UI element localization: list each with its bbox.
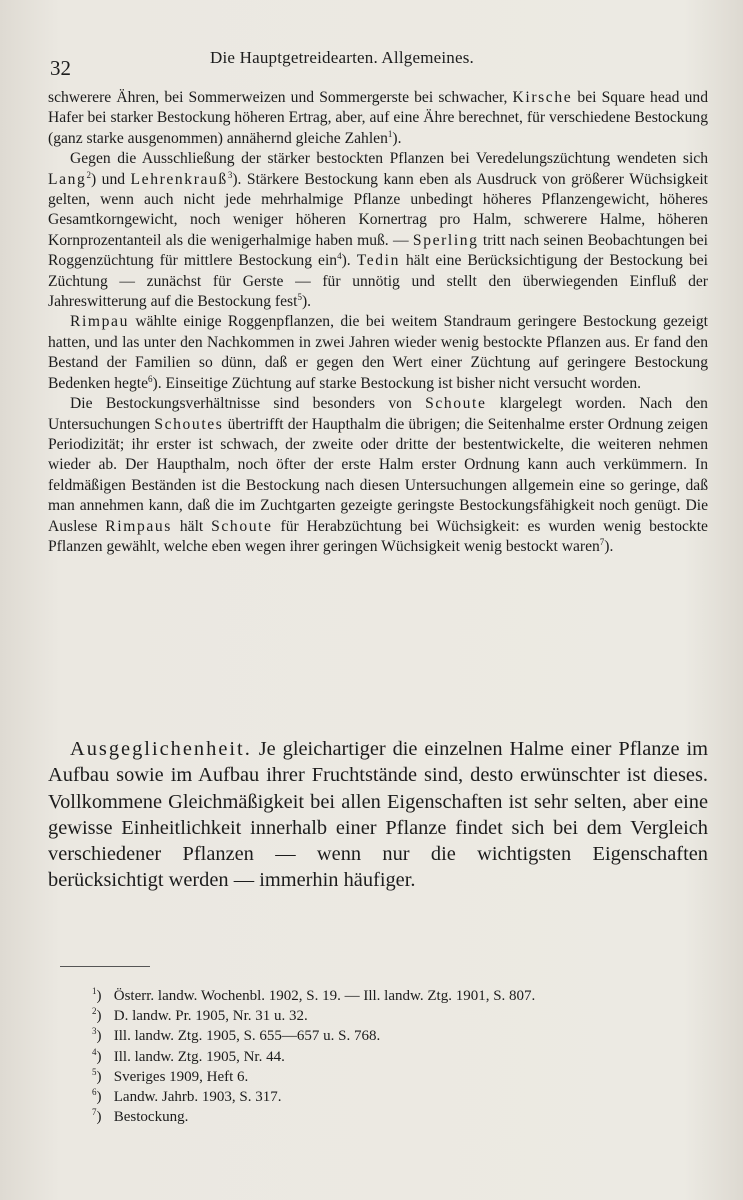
paragraph-2: Gegen die Ausschließung der stärker bestockten Pflanzen bei Veredelungszüchtung wendeten sich Lang$^2$) und Lehrenkrauß$^3$). Stärkere Bestockung kann eben als Ausdruck von größerer Wüchsigkeit gelten, wenn auch nicht jede mehrhalmige Pflanze unbedingt höheres Pflanzengewicht, höheres Gesamtkorngewicht, noch weniger höheren Kornertrag pro Halm, schwerere Halme, höheren Kornprozentanteil als die wenigerhalmige haben muß. — Sperling tritt nach seinen Beobachtungen bei Roggenzüchtung für mittlere Bestockung ein$^4$). Tedin hält eine Berücksichtigung der Bestockung bei Züchtung — zunächst für Gerste — für unnötig und stellt den überwiegenden Einfluß der Jahreswitterung auf die Bestockung fest$^5$).	[48, 150, 709, 311]
footnote: $^7$) Bestockung.	[92, 1107, 189, 1126]
footnote: $^5$) Sveriges 1909, Heft 6.	[92, 1066, 249, 1085]
footnote-ref: 1	[387, 128, 393, 139]
author-name: Schoutes	[154, 415, 224, 433]
running-title: Die Hauptgetreidearten. Allgemeines.	[210, 48, 474, 67]
author-name: Kirsche	[512, 89, 573, 106]
author-name: Rimpau	[70, 313, 129, 331]
footnote: $^6$) Landw. Jahrb. 1903, S. 317.	[92, 1087, 282, 1106]
footnote: $^2$) D. landw. Pr. 1905, Nr. 31 u. 32.	[92, 1006, 308, 1025]
paragraph-4: Die Bestockungsverhältnisse sind besonders von Schoute klargelegt worden. Nach den Untersuchungen Schoutes übertrifft der Haupthalm die übrigen; die Seitenhalme erster Ordnung zeigen Periodizität; ihr erster ist schwach, der zweite oder dritte der bestentwickelte, die weiteren nehmen wieder ab. Der Haupthalm, noch öfter der erste Halm erster Ordnung kann auch verkümmern. In feldmäßigen Beständen ist die Bestockung nach diesen Untersuchungen allgemein eine so geringe, daß man annehmen kann, daß die im Zuchtgarten gezeigte geringste Bestockungsfähigkeit noch genügt. Die Auslese Rimpaus hält Schoute für Herabzüchtung bei Wüchsigkeit: es wurden wenig bestockte Pflanzen gewählt, welche eben wegen ihrer geringen Wüchsigkeit wenig bestockt waren$^7$).	[48, 395, 708, 555]
footnote: $^4$) Ill. landw. Ztg. 1905, Nr. 44.	[92, 1046, 285, 1065]
footnote: $^1$) Österr. landw. Wochenbl. 1902, S. 19. — Ill. landw. Ztg. 1901, S. 807.	[92, 986, 536, 1004]
paragraph-5: Ausgeglichenheit. Je gleichartiger die einzelnen Halme einer Pflanze im Aufbau sowie im Aufbau ihrer Fruchtstände sind, desto erwünschter ist dieses. Vollkommene Gleichmäßigkeit bei allen Eigenschaften ist sehr selten, aber eine gewisse Einheitlichkeit innerhalb einer Pflanze findet sich bei dem Vergleich verschiedener Pflanzen — wenn nur die wichtigsten Eigenschaften berücksichtigt werden — immerhin häufiger.	[48, 738, 708, 892]
footnote-ref: 2	[86, 169, 91, 180]
footnote-ref: 6	[148, 373, 153, 384]
paragraph-3: Rimpau wählte einige Roggenpflanzen, die bei weitem Standraum geringere Bestockung gezeigt hatten, und las unter den Nachkommen in zwei Jahren wieder wenig bestockte Pflanzen aus. Er fand den Bestand der Familien so dünn, daß er gegen den Wert einer Züchtung auf geringere Bestockung Bedenken hegte$^6$). Einseitige Züchtung auf starke Bestockung ist bisher nicht versucht worden.	[48, 313, 708, 392]
main-text	[48, 88, 708, 557]
author-name: Schoute	[211, 517, 273, 535]
footnote-ref: 4	[337, 251, 342, 262]
paragraph-1: schwerere Ähren, bei Sommerweizen und Sommergerste bei schwacher, Kirsche bei Square head und Hafer bei starker Bestockung höheren Ertrag, aber, auf eine Ähre berechnet, für verschiedene Bestockung (ganz starke ausgenommen) annähernd gleiche Zahlen$^1$).	[48, 89, 708, 147]
author-name: Schoute	[425, 395, 487, 413]
author-name: Tedin	[356, 252, 400, 270]
author-name: Lang	[48, 170, 87, 188]
footnote-ref: 3	[227, 169, 233, 180]
section-heading: Ausgeglichenheit.	[70, 738, 252, 760]
section-text	[48, 736, 708, 894]
footnote: $^3$) Ill. landw. Ztg. 1905, S. 655—657 u. S. 768.	[92, 1026, 381, 1045]
author-name: Lehrenkrauß	[130, 170, 228, 188]
author-name: Rimpaus	[105, 517, 172, 535]
footnote-ref: 7	[599, 536, 605, 547]
footnotes	[92, 986, 712, 1127]
page-header	[48, 46, 708, 80]
page-number: 32	[50, 56, 71, 80]
footnote-ref: 5	[297, 291, 302, 302]
author-name: Sperling	[412, 231, 479, 249]
footnote-divider	[60, 966, 150, 967]
